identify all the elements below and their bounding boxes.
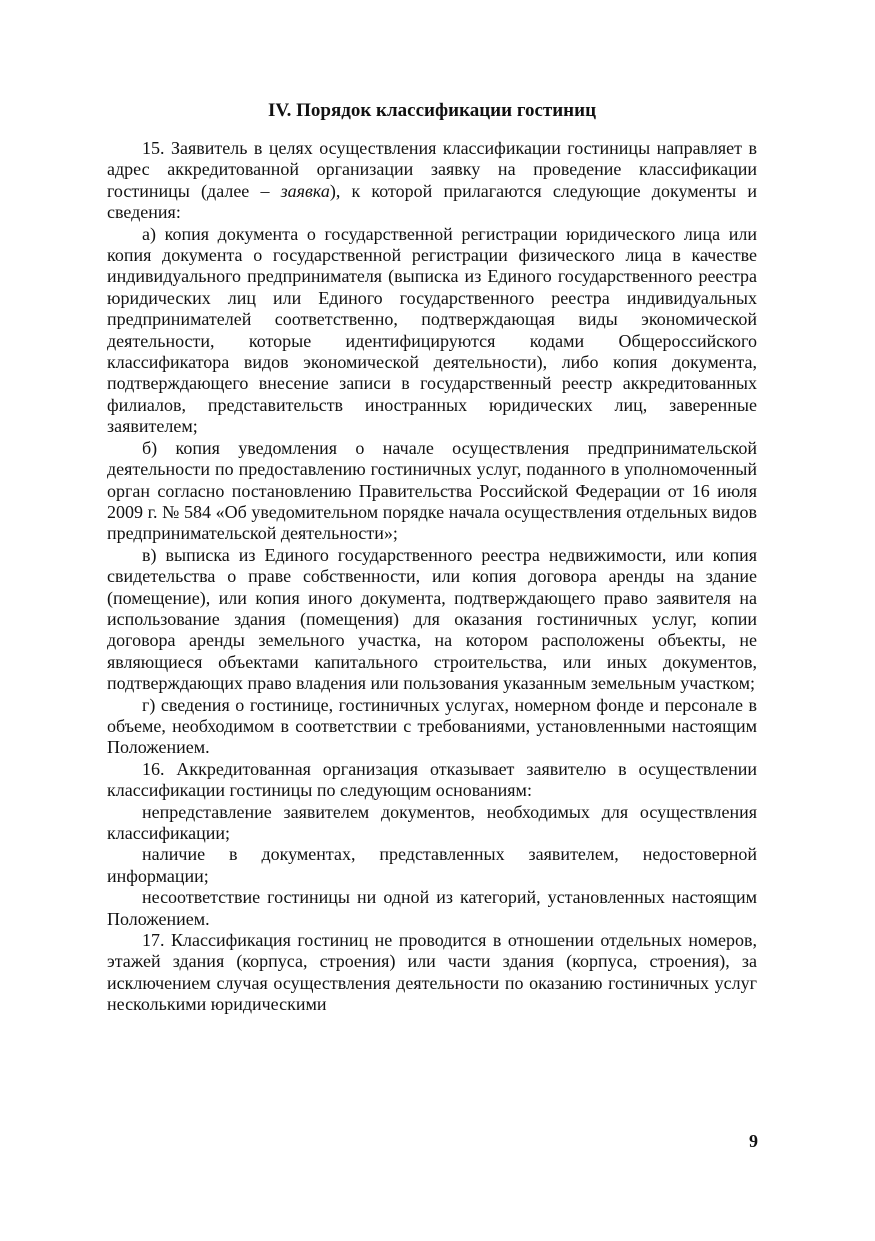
paragraph-15	[107, 138, 757, 224]
paragraph-15g: г) сведения о гостинице, гостиничных услугах, номерном фонде и персонале в объеме, необходимом в соответствии с требованиями, установленными настоящим Положением.	[107, 694, 757, 758]
section-title: IV. Порядок классификации гостиниц	[267, 100, 597, 121]
paragraph-16-item-3: несоответствие гостиницы ни одной из категорий, установленных настоящим Положением.	[107, 887, 757, 929]
page-number: 9	[749, 1131, 758, 1151]
paragraph-15v: в) выписка из Единого государственного реестра недвижимости, или копия свидетельства о праве собственности, или копия договора аренды на здание (помещение), или копия иного документа, подтверждающего право заявителя на использование здания (помещения) для оказания гостиничных услуг, копии договора аренды земельного участка, на котором расположены объекты, не являющиеся объектами капитального строительства, или иных документов, подтверждающих право владения или пользования указанным земельным участком;	[107, 544, 757, 694]
paragraph-16: 16. Аккредитованная организация отказывает заявителю в осуществлении классификации гостиницы по следующим основаниям:	[107, 758, 757, 801]
paragraph-15-emphasis: заявка	[280, 180, 330, 201]
paragraph-15b: б) копия уведомления о начале осуществления предпринимательской деятельности по предоставлению гостиничных услуг, поданного в уполномоченный орган согласно постановлению Правительства Российской Федерации от 16 июля 2009 г. № 584 «Об уведомительном порядке начала осуществления отдельных видов предпринимательской деятельности»;	[107, 437, 757, 544]
paragraph-15-text-end: ), к которой прилагаются следующие документы и сведения:	[107, 180, 757, 223]
paragraph-15-text-start: 15. Заявитель в целях осуществления классификации гостиницы направляет в адрес аккредитованной организации заявку на проведение классификации гостиницы (далее –	[107, 138, 757, 201]
paragraph-16-item-2: наличие в документах, представленных заявителем, недостоверной информации;	[107, 844, 757, 886]
paragraph-17: 17. Классификация гостиниц не проводится в отношении отдельных номеров, этажей здания (корпуса, строения) или части здания (корпуса, строения), за исключением случая осуществления деятельности по оказанию гостиничных услуг несколькими юридическими	[107, 930, 757, 1015]
paragraph-15a: а) копия документа о государственной регистрации юридического лица или копия документа о государственной регистрации физического лица в качестве индивидуального предпринимателя (выписка из Единого государственного реестра юридических лиц или Единого государственного реестра индивидуальных предпринимателей соответственно, подтверждающая виды экономической деятельности, которые идентифицируются кодами Общероссийского классификатора видов экономической деятельности), либо копия документа, подтверждающего внесение записи в государственный реестр аккредитованных филиалов, представительств иностранных юридических лиц, заверенные заявителем;	[107, 223, 757, 437]
document-page	[107, 100, 757, 1016]
paragraph-16-item-1: непредставление заявителем документов, необходимых для осуществления классификации;	[107, 801, 757, 843]
